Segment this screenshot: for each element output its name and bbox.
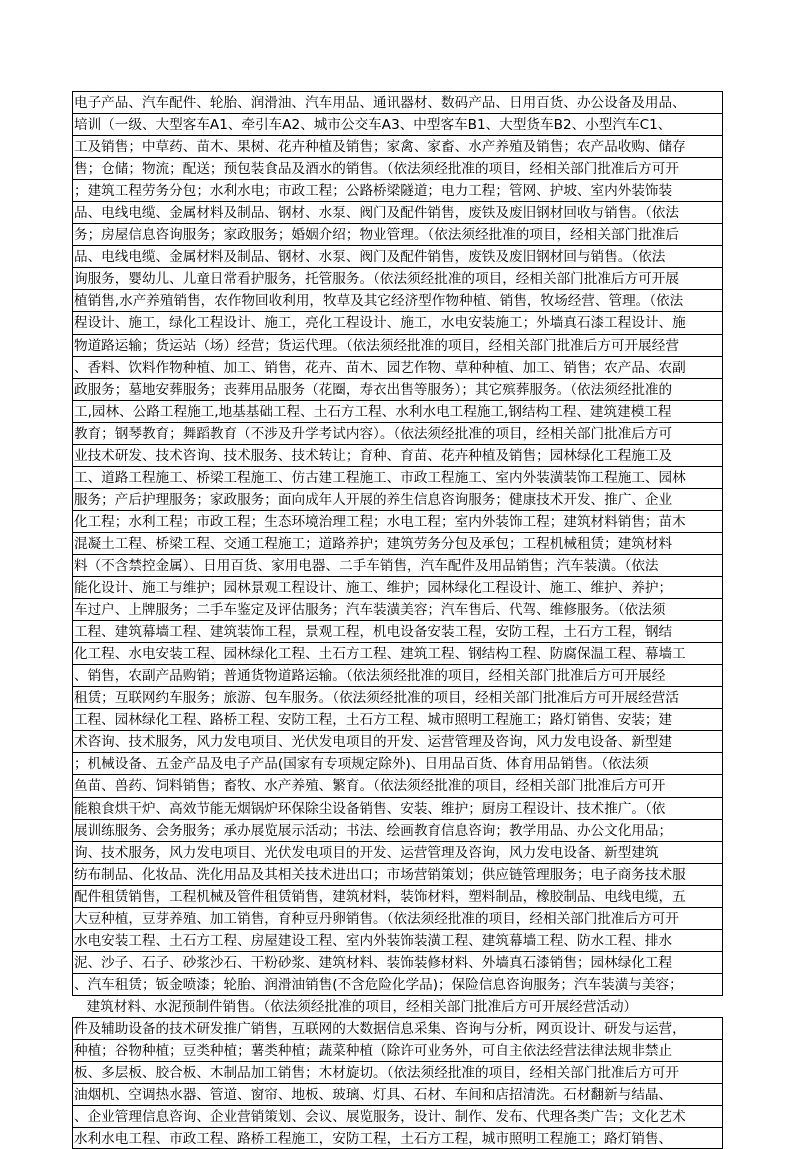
table-row: 工程、建筑幕墙工程、建筑装饰工程，景观工程，机电设备安装工程，安防工程，土石方工程，钢结 <box>72 620 723 642</box>
table-row: 租赁；互联网约车服务；旅游、包车服务。（依法须经批准的项目，经相关部门批准后方可开展经营活 <box>72 686 723 708</box>
table-row: 混凝土工程、桥梁工程、交通工程施工；道路养护；建筑劳务分包及承包；工程机械租赁；建筑材料 <box>72 532 723 554</box>
table-row: 工及销售；中草药、苗木、果树、花卉种植及销售；家禽、家畜、水产养殖及销售；农产品收购、储存 <box>72 135 723 157</box>
table-row: 工,园林、公路工程施工,地基基础工程、土石方工程、水利水电工程施工,钢结构工程、建筑建模工程 <box>72 400 723 422</box>
table-row: 、汽车租赁；钣金喷漆；轮胎、润滑油销售(不含危险化学品)；保险信息咨询服务；汽车装潢与美容； <box>72 973 723 995</box>
table-row: 、企业管理信息咨询、企业营销策划、会议、展览服务，设计、制作、发布、代理各类广告；文化艺术 <box>72 1105 723 1127</box>
table-row: 业技术研发、技术咨询、技术服务、技术转让；育种、育苗、花卉种植及销售；园林绿化工程施工及 <box>72 444 723 466</box>
table-row: 植销售,水产养殖销售，农作物回收利用，牧草及其它经济型作物种植、销售，牧场经营、管理。（依法 <box>72 289 723 311</box>
table-row: 、销售，农副产品购销；普通货物道路运输。（依法须经批准的项目，经相关部门批准后方可开展经 <box>72 664 723 686</box>
table-row: 化工程；水利工程；市政工程；生态环境治理工程；水电工程；室内外装饰工程；建筑材料销售；苗木 <box>72 510 723 532</box>
table-row: 程设计、施工，绿化工程设计、施工，亮化工程设计、施工，水电安装施工；外墙真石漆工程设计、施 <box>72 311 723 333</box>
table-row: ；建筑工程劳务分包；水利水电；市政工程；公路桥梁隧道；电力工程；管网、护坡、室内外装饰装 <box>72 179 723 201</box>
table-row: 水利水电工程、市政工程、路桥工程施工，安防工程，土石方工程，城市照明工程施工；路灯销售、 <box>72 1127 723 1149</box>
table-row: 术咨询、技术服务，风力发电项目、光伏发电项目的开发、运营管理及咨询，风力发电设备、新型建 <box>72 730 723 752</box>
table-row: 件及辅助设备的技术研发推广销售，互联网的大数据信息采集、咨询与分析，网页设计、研发与运营， <box>72 1017 723 1039</box>
table-row: 化工程、水电安装工程、园林绿化工程、土石方工程、建筑工程、钢结构工程、防腐保温工程、幕墙工 <box>72 642 723 664</box>
table-row: 工程、园林绿化工程、路桥工程、安防工程，土石方工程、城市照明工程施工；路灯销售、安装；建 <box>72 708 723 730</box>
table-row: 售；仓储；物流；配送；预包装食品及酒水的销售。（依法须经批准的项目，经相关部门批准后方可开 <box>72 157 723 179</box>
table-row: 能化设计、施工与维护；园林景观工程设计、施工、维护；园林绿化工程设计、施工、维护、养护； <box>72 576 723 598</box>
table-row: 车过户、上牌服务；二手车鉴定及评估服务；汽车装潢美容；汽车售后、代驾、维修服务。（依法须 <box>72 598 723 620</box>
table-row: 油烟机、空调热水器、管道、窗帘、地板、玻璃、灯具、石材、车间和店招清洗。石材翻新与结晶、 <box>72 1083 723 1105</box>
table-row: 建筑材料、水泥预制件销售。（依法须经批准的项目，经相关部门批准后方可开展经营活动） <box>72 995 723 1017</box>
table-row: 工、道路工程施工、桥梁工程施工、仿古建工程施工、市政工程施工、室内外装潢装饰工程施工、园林 <box>72 466 723 488</box>
table-row: 能粮食烘干炉、高效节能无烟锅炉环保除尘设备销售、安装、维护；厨房工程设计、技术推广。（依 <box>72 797 723 819</box>
table-row: 、香料、饮料作物种植、加工、销售，花卉、苗木、园艺作物、草种种植、加工、销售；农产品、农副 <box>72 356 723 378</box>
table-row: 务；房屋信息咨询服务；家政服务；婚姻介绍；物业管理。（依法须经批准的项目，经相关部门批准后 <box>72 223 723 245</box>
table-row: 水电安装工程、土石方工程、房屋建设工程、室内外装饰装潢工程、建筑幕墙工程、防水工程、排水 <box>72 929 723 951</box>
table-row: 配件租赁销售，工程机械及管件租赁销售，建筑材料，装饰材料，塑料制品，橡胶制品、电线电缆，五 <box>72 885 723 907</box>
table-row: 政服务；墓地安葬服务；丧葬用品服务（花圈，寿衣出售等服务）；其它殡葬服务。（依法须经批准的 <box>72 378 723 400</box>
table-row: 询、技术服务，风力发电项目、光伏发电项目的开发、运营管理及咨询，风力发电设备、新型建筑 <box>72 841 723 863</box>
business-scope-table <box>72 91 723 1149</box>
table-row: 种植；谷物种植；豆类种植；薯类种植；蔬菜种植（除许可业务外，可自主依法经营法律法规非禁止 <box>72 1039 723 1061</box>
table-row: 教育；钢琴教育；舞蹈教育（不涉及升学考试内容）。（依法须经批准的项目，经相关部门批准后方可 <box>72 422 723 444</box>
table-row: 服务；产后护理服务；家政服务；面向成年人开展的养生信息咨询服务；健康技术开发、推广、企业 <box>72 488 723 510</box>
table-row: 展训练服务、会务服务；承办展览展示活动；书法、绘画教育信息咨询；教学用品、办公文化用品； <box>72 819 723 841</box>
table-row: 电子产品、汽车配件、轮胎、润滑油、汽车用品、通讯器材、数码产品、日用百货、办公设备及用品、 <box>72 91 723 113</box>
table-row: 鱼苗、兽药、饲料销售；畜牧、水产养殖、繁育。（依法须经批准的项目，经相关部门批准后方可开 <box>72 774 723 796</box>
table-row: 料（不含禁控金属）、日用百货、家用电器、二手车销售，汽车配件及用品销售；汽车装潢。（依法 <box>72 554 723 576</box>
table-row: 品、电线电缆、金属材料及制品、钢材、水泵、阀门及配件销售，废铁及废旧钢材回与销售。（依法 <box>72 245 723 267</box>
table-row: 物道路运输；货运站（场）经营；货运代理。（依法须经批准的项目，经相关部门批准后方可开展经营 <box>72 334 723 356</box>
table-row: 培训（一级、大型客车A1、牵引车A2、城市公交车A3、中型客车B1、大型货车B2、小型汽车C1、 <box>72 113 723 135</box>
table-row: 大豆种植，豆芽养殖、加工销售，育种豆丹卵销售。（依法须经批准的项目，经相关部门批准后方可开 <box>72 907 723 929</box>
table-row: 品、电线电缆、金属材料及制品、钢材、水泵、阀门及配件销售，废铁及废旧钢材回收与销售。（依法 <box>72 201 723 223</box>
table-row: ；机械设备、五金产品及电子产品(国家有专项规定除外)、日用品百货、体育用品销售。（依法须 <box>72 752 723 774</box>
table-row: 泥、沙子、石子、砂浆沙石、干粉砂浆、建筑材料、装饰装修材料、外墙真石漆销售；园林绿化工程 <box>72 951 723 973</box>
table-row: 询服务，婴幼儿、儿童日常看护服务，托管服务。（依法须经批准的项目，经相关部门批准后方可开展 <box>72 267 723 289</box>
table-row: 纺布制品、化妆品、洗化用品及其相关技术进出口；市场营销策划；供应链管理服务；电子商务技术服 <box>72 863 723 885</box>
table-row: 板、多层板、胶合板、木制品加工销售；木材旋切。（依法须经批准的项目，经相关部门批准后方可开 <box>72 1061 723 1083</box>
